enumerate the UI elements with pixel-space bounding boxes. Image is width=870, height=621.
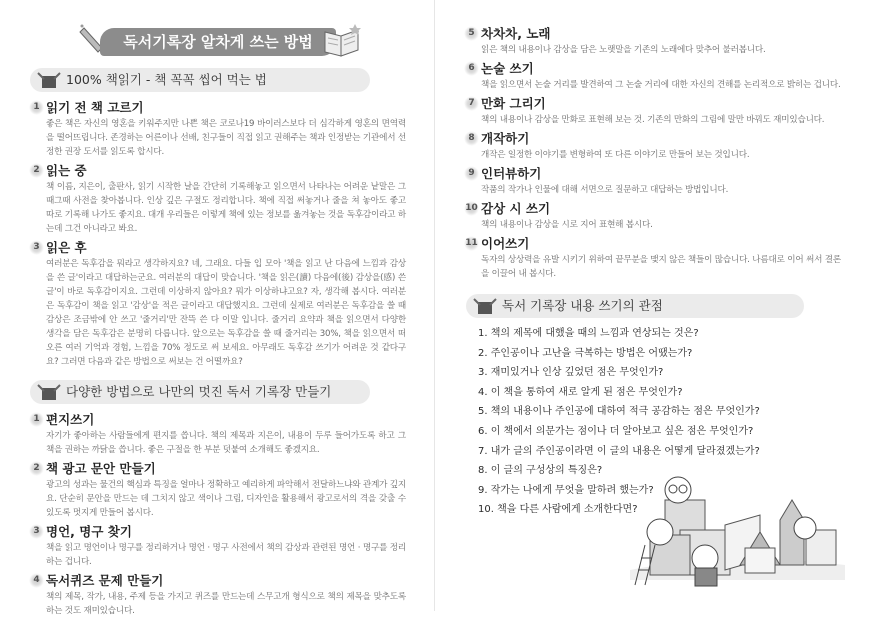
item-title-text: 개작하기 (481, 131, 530, 146)
item-title (468, 130, 841, 147)
item-body: 책을 읽으면서 논술 거리를 발견하여 그 논술 거리에 대한 자신의 견해를 논리적으로 밝히는 겁니다. (481, 80, 841, 90)
item-body: 책의 내용이나 감상을 만화로 표현해 보는 것. 기존의 만화의 그림에 말만 바꿔도 재미있습니다. (481, 115, 825, 125)
number-badge: 7 (464, 96, 479, 111)
item-body: 좋은 책은 자신의 영혼을 키워주지만 나쁜 책은 코로나19 바이러스보다 더 심각하게 영혼의 면역력을 떨어뜨립니다. 존경하는 어른이나 선배, 친구들이 직접 읽고 권해주는 책과 인정받는 기관에서 선정한 권장 도서를 읽도록 합시다. (46, 119, 406, 157)
reading-step-item (33, 162, 406, 236)
number-badge: 9 (464, 166, 479, 181)
number-badge: 3 (29, 524, 44, 539)
item-body: 독자의 상상력을 유발 시키기 위하여 끝무분을 맺지 않은 책들이 많습니다. 나름대로 이어 써서 결론을 이끌어 내 봅시다. (481, 255, 841, 279)
item-title-text: 편지쓰기 (46, 412, 95, 427)
question-item: 7. 내가 글의 주인공이라면 이 글의 내용은 어떻게 달라졌겠는가? (478, 445, 760, 457)
item-body: 읽은 책의 내용이나 감상을 담은 노랫말을 기존의 노래에다 맞추어 불러봅니다. (481, 45, 766, 55)
question-item: 3. 재미있거나 인상 깊었던 점은 무엇인가? (478, 367, 664, 379)
section-header-perspectives (466, 294, 804, 318)
item-title-text: 명언, 명구 찾기 (46, 524, 132, 539)
item-title (468, 165, 841, 182)
question-item: 2. 주인공이나 고난을 극복하는 방법은 어땠는가? (478, 347, 693, 359)
number-badge: 2 (29, 461, 44, 476)
number-badge: 1 (29, 412, 44, 427)
item-title (33, 239, 406, 256)
number-badge: 6 (464, 61, 479, 76)
item-title (33, 572, 406, 589)
method-item (33, 460, 407, 520)
item-title-text: 이어쓰기 (481, 236, 530, 251)
question-item: 6. 이 책에서 의문가는 점이나 더 알아보고 싶은 점은 무엇인가? (478, 425, 754, 437)
item-body: 여러분은 독후감을 뭐라고 생각하지요? 네, 그래요. 다들 입 모아 '책을 읽고 난 다음에 느낌과 감상을 쓴 글'이라고 대답하는군요. 여러분의 대답이 맞습니다. '책을 읽은(讀) 다음에(後) 감상을(感) 쓴 글'이 바로 독후감이지요. 그런데 이상하지 않아요? 뭐가 이상하냐고요? 자, 생각해 봅시다. 여러분은 독후감이 책을 읽고 '감상'을 적은 글이라고 대답했지요. 그런데 실제로 여러분은 독후감을 쓸 때 감상은 조금밖에 안 쓰고 '줄거리'만 잔뜩 쓴 다 이말 입니다. 줄거리 요약과 책을 읽으면서 다양한 생각을 담은 독후감은 분명히 다릅니다. 앞으로는 독후감을 쓸 때 줄거리는 30%, 책을 읽으면서 떠오른 여러 기억과 경험, 느낌을 70% 정도로 써 보세요. 아무래도 독후감 쓰기가 어려운 것 같다구요? 그러면 다음과 같은 방법으로 써보는 건 어떨까요? (46, 259, 406, 367)
method-item (468, 60, 841, 92)
number-badge: 8 (464, 131, 479, 146)
method-item (468, 165, 841, 197)
method-item (468, 95, 841, 127)
item-title-text: 차차차, 노래 (481, 26, 551, 41)
page-title: 독서기록장 알차게 쓰는 방법 (100, 28, 336, 56)
section-title: 다양한 방법으로 나만의 멋진 독서 기록장 만들기 (66, 384, 332, 399)
number-badge: 2 (29, 163, 44, 178)
item-body: 책 이름, 지은이, 출판사, 읽기 시작한 날을 간단히 기록해놓고 읽으면서 나타나는 어려운 낱말은 그때그때 사전을 찾아봅니다. 인상 깊은 구절도 정리합니다. 책에 직접 써놓거나 줄을 쳐 놓아도 좋고 따로 기록해 나가도 좋지요. 대개 우리들은 이렇게 책에 있는 정보를 옮겨놓는 것을 독후감이라고 하는데 그건 아니라고 봐요. (46, 182, 406, 234)
section-title: 독서 기록장 내용 쓰기의 관점 (502, 298, 663, 313)
item-title (468, 95, 841, 112)
method-item (33, 523, 406, 569)
method-item (468, 25, 841, 57)
item-title (33, 411, 406, 428)
item-title (465, 235, 841, 252)
item-title-text: 읽는 중 (46, 163, 87, 178)
open-book-icon (322, 22, 362, 58)
reading-step-item (33, 99, 406, 159)
method-item (465, 200, 841, 232)
children-books-illustration (630, 470, 845, 595)
question-item: 10. 책을 다른 사람에게 소개한다면? (478, 504, 638, 516)
item-title (468, 25, 841, 42)
methods-right (466, 25, 841, 284)
item-title-text: 만화 그리기 (481, 96, 546, 111)
item-title-text: 독서퀴즈 문제 만들기 (46, 573, 164, 588)
section-title: 100% 책읽기 - 책 꼭꼭 씹어 먹는 법 (66, 72, 267, 87)
item-title-text: 인터뷰하기 (481, 166, 542, 181)
item-title-text: 책 광고 문안 만들기 (46, 461, 156, 476)
item-title (33, 460, 406, 477)
item-body: 책을 읽고 명언이나 명구를 정리하거나 명언 · 명구 사전에서 책의 감상과 관련된 명언 · 명구를 정리하는 겁니다. (46, 543, 406, 567)
method-item (468, 130, 841, 162)
item-body: 책의 내용이나 감상을 시로 지어 표현해 봅시다. (481, 220, 653, 230)
item-title-text: 논술 쓰기 (481, 61, 534, 76)
item-title (465, 200, 841, 217)
right-column (466, 25, 842, 520)
question-item: 4. 이 책을 통하여 새로 알게 된 점은 무엇인가? (478, 386, 683, 398)
reading-step-item (33, 239, 406, 369)
item-title (33, 99, 406, 116)
item-title-text: 읽기 전 책 고르기 (46, 100, 144, 115)
item-body: 광고의 성과는 물건의 핵심과 특징을 얼마나 정확하고 예리하게 파악해서 전달하느냐와 관계가 깊지요. 단순히 문안을 만드는 데 그치지 않고 색이나 그림, 디자인을 활용해서 광고로서의 격을 갖출 수 있도록 멋지게 만들어 봅시다. (46, 480, 407, 518)
question-item: 5. 책의 내용이나 주인공에 대하여 적극 공감하는 점은 무엇인가? (478, 406, 760, 418)
book-icon (36, 383, 62, 401)
number-badge: 4 (29, 573, 44, 588)
method-item (33, 411, 406, 457)
number-badge: 11 (464, 236, 479, 251)
section-header-reading (30, 68, 370, 92)
number-badge: 5 (464, 26, 479, 41)
item-title (33, 162, 406, 179)
book-icon (472, 297, 498, 315)
reading-steps (30, 99, 406, 372)
item-title-text: 감상 시 쓰기 (481, 201, 551, 216)
method-item (465, 235, 841, 281)
number-badge: 1 (29, 100, 44, 115)
item-body: 자기가 좋아하는 사람들에게 편지를 씁니다. 책의 제목과 지은이, 내용이 두루 들어가도록 하고 그 책을 권하는 까닭을 씁니다. 좋은 구절을 한 부분 덧붙여 소개해도 좋겠지요. (46, 431, 406, 455)
item-body: 작품의 작가나 인물에 대해 서면으로 질문하고 대답하는 방법입니다. (481, 185, 729, 195)
number-badge: 10 (464, 201, 479, 216)
item-body: 책의 제목, 작가, 내용, 주제 등을 가지고 퀴즈를 만드는데 스무고개 형식으로 책의 제목을 맞추도록 하는 것도 재미있습니다. (46, 592, 406, 616)
methods-left (30, 411, 406, 621)
item-title-text: 읽은 후 (46, 240, 87, 255)
left-column (30, 68, 406, 621)
book-icon (36, 71, 62, 89)
item-body: 개작은 일정한 이야기를 변형하여 또 다른 이야기로 만들어 보는 것입니다. (481, 150, 750, 160)
question-item: 9. 작가는 나에게 무엇을 말하려 했는가? (478, 484, 654, 496)
number-badge: 3 (29, 240, 44, 255)
question-item: 1. 책의 제목에 대했을 때의 느낌과 연상되는 것은? (478, 328, 699, 339)
method-item (33, 572, 406, 618)
item-title (33, 523, 406, 540)
question-item: 8. 이 글의 구성상의 특징은? (478, 465, 603, 477)
item-title (468, 60, 841, 77)
section-header-methods (30, 380, 370, 404)
